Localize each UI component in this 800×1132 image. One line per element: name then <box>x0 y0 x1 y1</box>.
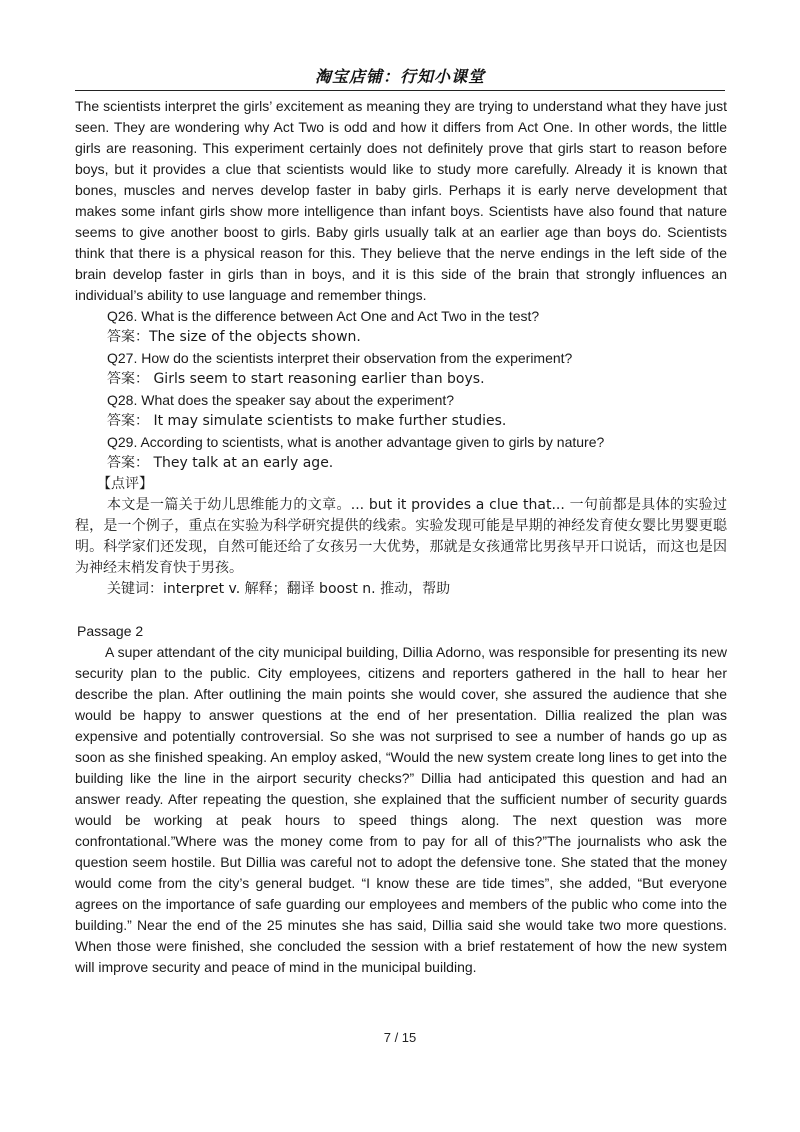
question-29: Q29. According to scientists, what is another advantage given to girls by nature? <box>107 434 605 450</box>
page-header-title: 淘宝店铺：行知小课堂 <box>314 67 485 86</box>
passage2-paragraph: A super attendant of the city municipal building, Dillia Adorno, was responsible for presenting its new security plan to the public. City employees, citizens and reporters gathered in the hall to hear her describe the plan. After outlining the main points she would cover, she assured the audience that she would be happy to answer questions at the end of her presentation. Dillia realized the plan was expensive and potentially controversial. So she was not surprised to see a number of hands go up as soon as she finished speaking. An employ asked, “Would the new system create long lines to get into the building like the line in the airport security checks?” Dillia had anticipated this question and had an answer ready. After repeating the question, she explained that the sufficient number of security guards would be working at peak hours to speed things along. The next question was more confrontational.”Where was the money come from to pay for all of this?”The journalists who ask the question seem hostile. But Dillia was careful not to adopt the defensive tone. She stated that the money would come from the city’s general budget. “I know these are tide times”, she added, “But everyone agrees on the importance of safe guarding our employees and members of the public who come into the building.” Near the end of the 25 minutes she has said, Dillia said she would take two more questions. When those were finished, she concluded the session with a brief restatement of how the new system will improve security and peace of mind in the municipal building. <box>75 644 727 975</box>
answer-28: 答案： It may simulate scientists to make further studies. <box>107 413 507 429</box>
answer-29: 答案： They talk at an early age. <box>107 455 334 471</box>
answer-26: 答案：The size of the objects shown. <box>107 329 361 345</box>
passage2-title: Passage 2 <box>77 623 144 639</box>
header-divider <box>75 90 725 91</box>
answer-27: 答案： Girls seem to start reasoning earlier than boys. <box>107 371 485 387</box>
document-body <box>75 96 727 978</box>
comment-body: 本文是一篇关于幼儿思维能力的文章。... but it provides a clue that... 一句前都是具体的实验过程，是一个例子，重点在实验为科学研究提供的线索。实验发现可能是早期的神经发育使女婴比男婴更聪明。科学家们还发现，自然可能还给了女孩另一大优势，那就是女孩通常比男孩早开口说话，而这也是因为神经末梢发育快于男孩。 <box>75 497 727 576</box>
comment-heading: 【点评】 <box>97 476 153 492</box>
question-26: Q26. What is the difference between Act One and Act Two in the test? <box>107 308 540 324</box>
section-spacer <box>75 600 727 621</box>
passage1-paragraph: The scientists interpret the girls’ excitement as meaning they are trying to understand what they have just seen. They are wondering why Act Two is odd and how it differs from Act One. In other words, the little girls are reasoning. This experiment certainly does not definitely prove that girls start to reason before boys, but it provides a clue that scientists would like to study more carefully. Already it is known that bones, muscles and nerves develop faster in baby girls. Perhaps it is early nerve development that makes some infant girls show more intelligence than infant boys. Scientists have also found that nature seems to give another boost to girls. Baby girls usually talk at an earlier age than boys do. Scientists think that there is a physical reason for this. They believe that the nerve endings in the left side of the brain develop faster in girls than in boys, and it is this side of the brain that strongly influences an individual’s ability to use language and remember things. <box>75 98 727 303</box>
question-27: Q27. How do the scientists interpret their observation from the experiment? <box>107 350 573 366</box>
page-number: 7 / 15 <box>383 1030 417 1045</box>
comment-keywords: 关键词：interpret v. 解释；翻译 boost n. 推动，帮助 <box>107 581 451 597</box>
question-28: Q28. What does the speaker say about the experiment? <box>107 392 455 408</box>
